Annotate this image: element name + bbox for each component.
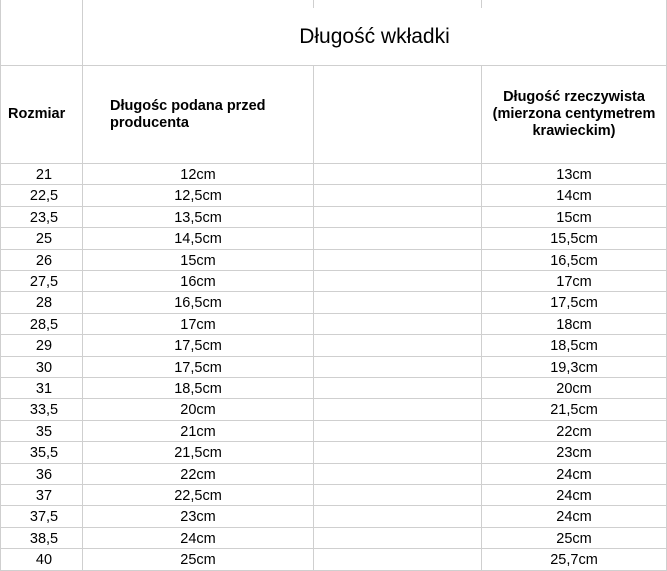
cell-actual-length: 19,3cm [550,359,598,376]
cell-size: 21 [35,166,53,183]
cell-size: 25 [35,230,53,247]
cell-actual-length: 23cm [556,444,592,461]
cell-producer-length: 14,5cm [174,230,222,247]
cell-producer-length: 24cm [180,530,216,547]
cell-producer-length: 20cm [180,401,216,418]
cell-actual-length: 20cm [556,380,592,397]
cell-size: 35 [35,423,53,440]
cell-size: 29 [35,337,53,354]
cell-size: 28 [35,294,53,311]
cell-size: 28,5 [29,316,59,333]
cell-producer-length: 18,5cm [174,380,222,397]
cell-producer-length: 22,5cm [174,487,222,504]
cell-actual-length: 17,5cm [550,294,598,311]
cell-size: 40 [35,551,53,568]
cell-actual-length: 24cm [556,508,592,525]
header-actual-length: Długość rzeczywista (mierzona centymetrem krawieckim) [492,89,656,139]
cell-actual-length: 14cm [556,187,592,204]
cell-size: 37 [35,487,53,504]
cell-producer-length: 17,5cm [174,359,222,376]
cell-actual-length: 24cm [556,466,592,483]
header-size: Rozmiar [8,106,66,122]
cell-producer-length: 16cm [180,273,216,290]
cell-actual-length: 15,5cm [550,230,598,247]
cell-producer-length: 17,5cm [174,337,222,354]
cell-actual-length: 22cm [556,423,592,440]
cell-producer-length: 21,5cm [174,444,222,461]
cell-producer-length: 23cm [180,508,216,525]
cell-producer-length: 13,5cm [174,209,222,226]
cell-size: 35,5 [29,444,59,461]
cell-producer-length: 12,5cm [174,187,222,204]
cell-size: 22,5 [29,187,59,204]
cell-producer-length: 21cm [180,423,216,440]
cell-actual-length: 25,7cm [550,551,598,568]
cell-producer-length: 15cm [180,252,216,269]
cell-size: 30 [35,359,53,376]
cell-producer-length: 16,5cm [174,294,222,311]
cell-actual-length: 15cm [556,209,592,226]
cell-size: 36 [35,466,53,483]
cell-producer-length: 12cm [180,166,216,183]
grid-line [313,65,314,570]
cell-size: 23,5 [29,209,59,226]
grid-line [481,0,482,8]
cell-actual-length: 18cm [556,316,592,333]
cell-actual-length: 17cm [556,273,592,290]
cell-actual-length: 21,5cm [550,401,598,418]
cell-size: 31 [35,380,53,397]
cell-actual-length: 24cm [556,487,592,504]
cell-size: 33,5 [29,401,59,418]
cell-producer-length: 22cm [180,466,216,483]
grid-line [313,0,314,8]
cell-actual-length: 13cm [556,166,592,183]
header-producer-length: Długośc podana przed producenta [110,97,266,131]
cell-actual-length: 18,5cm [550,337,598,354]
cell-size: 37,5 [29,508,59,525]
cell-actual-length: 25cm [556,530,592,547]
cell-size: 27,5 [29,273,59,290]
cell-producer-length: 17cm [180,316,216,333]
cell-size: 26 [35,252,53,269]
table-title: Długość wkładki [299,24,450,48]
cell-producer-length: 25cm [180,551,216,568]
cell-actual-length: 16,5cm [550,252,598,269]
cell-size: 38,5 [29,530,59,547]
